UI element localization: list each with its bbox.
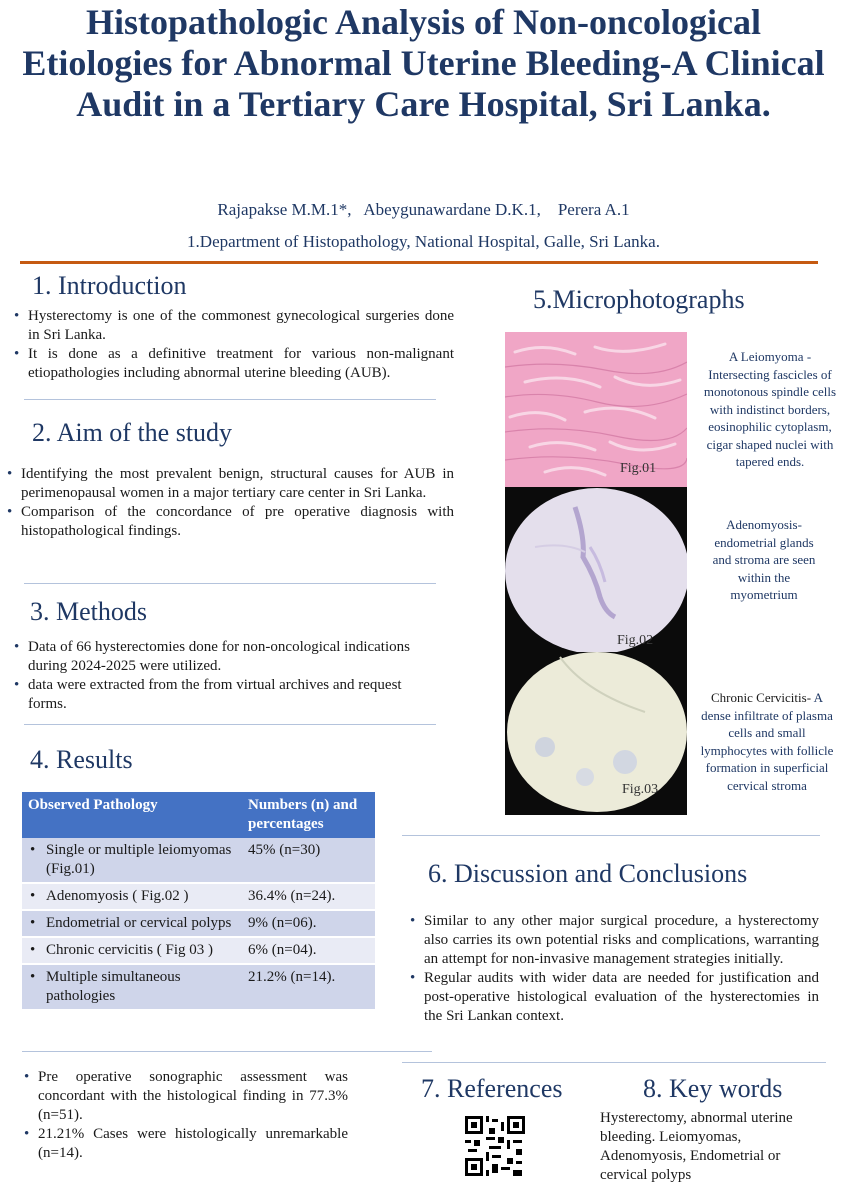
table-cell-value: 6% (n=04).: [242, 937, 375, 964]
results-bullet: • Pre operative sonographic assessment was concordant with the histological finding in 77.3% (n=51).: [24, 1068, 348, 1125]
table-row: [22, 964, 375, 1010]
keywords-heading: 8. Key words: [643, 1074, 783, 1103]
qr-code-icon[interactable]: [465, 1116, 525, 1176]
references-heading: 7. References: [421, 1074, 563, 1103]
authors: Rajapakse M.M.1*, Abeygunawardane D.K.1, Perera A.1: [217, 200, 630, 219]
keywords-text: Hysterectomy, abnormal uterine bleeding. Leiomyomas, Adenomyosis, Endometrial or cervical polyps: [600, 1110, 793, 1183]
introduction-bullet: • Hysterectomy is one of the commonest gynecological surgeries done in Sri Lanka.: [14, 307, 454, 345]
table-header-row: [22, 792, 375, 838]
aim-heading: 2. Aim of the study: [32, 418, 233, 447]
table-cell-pathology: • Single or multiple leiomyomas (Fig.01): [22, 838, 242, 883]
qr-code-graphic: [465, 1116, 525, 1176]
results-table: [22, 792, 375, 1011]
discussion-heading: 6. Discussion and Conclusions: [428, 859, 748, 888]
table-cell-pathology: • Multiple simultaneous pathologies: [22, 964, 242, 1010]
adenomyosis-caption: Adenomyosis- endometrial glands and stroma are seen within the myometrium: [712, 517, 816, 602]
aim-list: [7, 465, 454, 541]
table-row: [22, 883, 375, 910]
table-row: [22, 910, 375, 937]
table-cell-value: 9% (n=06).: [242, 910, 375, 937]
results-bullet: • 21.21% Cases were histologically unremarkable (n=14).: [24, 1125, 348, 1163]
table-cell-value: 45% (n=30): [242, 838, 375, 883]
table-cell-pathology: • Endometrial or cervical polyps: [22, 910, 242, 937]
figure-label: Fig.02: [617, 633, 654, 648]
cervicitis-caption-text: A dense infiltrate of plasma cells and small lymphocytes with follicle formation in superficial cervical stroma: [700, 690, 834, 793]
results-summary-list: [24, 1068, 348, 1163]
leiomyoma-caption: A Leiomyoma - Intersecting fascicles of monotonous spindle cells with indistinct borders, eosinophilic cytoplasm, cigar shaped nuclei with tapered ends.: [703, 349, 837, 469]
table-cell-value: 36.4% (n=24).: [242, 883, 375, 910]
aim-bullet: • Comparison of the concordance of pre operative diagnosis with histopathological findings.: [7, 503, 454, 541]
figure-label: Fig.03: [622, 782, 659, 797]
discussion-bullet: • Similar to any other major surgical procedure, a hysterectomy also carries its own potential risks and complications, warranting an attempt for non-invasive management strategies initially.: [410, 912, 819, 969]
section-divider: [22, 1051, 432, 1052]
discussion-list: [410, 912, 819, 1026]
cervicitis-micrograph: [505, 652, 687, 815]
methods-bullet: • Data of 66 hysterectomies done for non-oncological indications during 2024-2025 were utilized.: [14, 638, 438, 676]
leiomyoma-texture: [505, 332, 687, 487]
section-divider: [24, 399, 436, 400]
section-divider: [24, 724, 436, 725]
adenomyosis-micrograph: [505, 487, 687, 652]
methods-heading: 3. Methods: [30, 597, 147, 626]
cervicitis-texture: [505, 652, 687, 815]
table-cell-value: 21.2% (n=14).: [242, 964, 375, 1010]
poster-title: Histopathologic Analysis of Non-oncological Etiologies for Abnormal Uterine Bleeding-A Clinical Audit in a Tertiary Care Hospital, Sri Lanka.: [22, 2, 825, 124]
results-heading: 4. Results: [30, 745, 133, 774]
table-cell-pathology: • Chronic cervicitis ( Fig 03 ): [22, 937, 242, 964]
table-row: [22, 937, 375, 964]
section-divider: [402, 1062, 826, 1063]
table-cell-pathology: • Adenomyosis ( Fig.02 ): [22, 883, 242, 910]
introduction-list: [14, 307, 454, 383]
introduction-bullet: • It is done as a definitive treatment for various non-malignant etiopathologies including abnormal uterine bleeding (AUB).: [14, 345, 454, 383]
leiomyoma-micrograph: [505, 332, 687, 487]
affiliation: 1.Department of Histopathology, National Hospital, Galle, Sri Lanka.: [187, 232, 660, 251]
table-header-pathology: Observed Pathology: [22, 792, 242, 838]
table-header-numbers: Numbers (n) and percentages: [242, 792, 375, 838]
microphotographs-heading: 5.Microphotographs: [533, 285, 745, 314]
figure-label: Fig.01: [620, 461, 657, 476]
cervicitis-caption: [697, 689, 837, 794]
header-divider: [20, 261, 818, 264]
cervicitis-caption-lead: Chronic Cervicitis-: [711, 690, 812, 705]
methods-list: [14, 638, 438, 714]
adenomyosis-texture: [505, 487, 687, 652]
section-divider: [402, 835, 820, 836]
methods-bullet: • data were extracted from the from virtual archives and request forms.: [14, 676, 438, 714]
discussion-bullet: • Regular audits with wider data are needed for justification and post-operative histological evaluation of the hysterectomies in the Sri Lankan context.: [410, 969, 819, 1026]
introduction-heading: 1. Introduction: [32, 271, 187, 300]
table-row: [22, 838, 375, 883]
section-divider: [24, 583, 436, 584]
aim-bullet: • Identifying the most prevalent benign, structural causes for AUB in perimenopausal women in a major tertiary care center in Sri Lanka.: [7, 465, 454, 503]
